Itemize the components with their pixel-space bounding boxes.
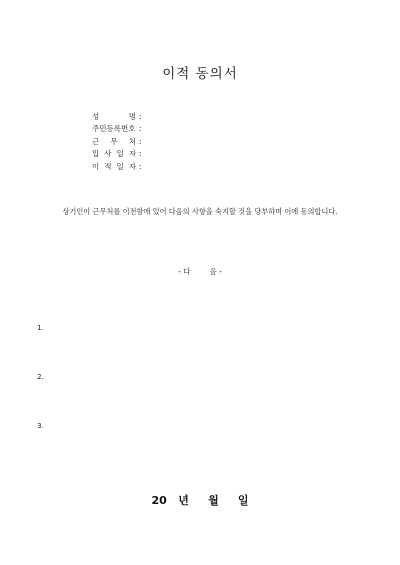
field-colon: :	[139, 111, 142, 121]
field-label-char: 명	[128, 111, 136, 121]
field-label-char: 근	[92, 136, 100, 146]
field-row-name	[92, 110, 252, 123]
signature-date-line: 20 년 월 일	[151, 494, 249, 507]
field-value-name[interactable]	[148, 112, 228, 121]
list-item-number: 1.	[37, 323, 44, 332]
field-label-char: 일	[116, 161, 124, 171]
field-row-workplace	[92, 135, 252, 148]
field-colon: :	[139, 124, 142, 134]
field-row-resident-number	[92, 123, 252, 136]
field-colon: :	[139, 161, 142, 171]
field-label-char: 자	[128, 149, 136, 159]
field-colon: :	[139, 136, 142, 146]
field-label-char: 처	[128, 136, 136, 146]
field-label-resident-number	[92, 123, 136, 134]
field-label-char: 주민등록번호	[92, 124, 136, 134]
field-label-char: 일	[116, 149, 124, 159]
field-label-hire-date	[92, 148, 136, 159]
field-label-char: 이	[92, 161, 100, 171]
list-item-number: 3.	[37, 421, 44, 430]
field-label-char: 성	[92, 111, 100, 121]
section-separator: - 다 음 -	[178, 267, 222, 276]
field-value-hire-date[interactable]	[148, 149, 228, 158]
field-value-transfer-date[interactable]	[148, 162, 228, 171]
consent-statement: 상기인이 근무처를 이전함에 있어 다음의 사항을 숙지할 것을 당부하며 이에 동의합니다.	[62, 207, 338, 216]
field-label-char: 자	[128, 161, 136, 171]
field-label-transfer-date	[92, 161, 136, 172]
field-label-char: 사	[104, 149, 112, 159]
field-row-hire-date	[92, 148, 252, 161]
document-title: 이적 동의서	[162, 66, 238, 82]
list-item-number: 2.	[37, 372, 44, 381]
field-label-char: 무	[110, 136, 118, 146]
field-value-workplace[interactable]	[148, 137, 228, 146]
field-colon: :	[139, 149, 142, 159]
personal-info-fields	[92, 110, 252, 173]
field-value-resident-number[interactable]	[148, 124, 228, 133]
field-label-char: 입	[92, 149, 100, 159]
field-row-transfer-date	[92, 160, 252, 173]
field-label-workplace	[92, 136, 136, 147]
field-label-char: 적	[104, 161, 112, 171]
field-label-name	[92, 111, 136, 122]
